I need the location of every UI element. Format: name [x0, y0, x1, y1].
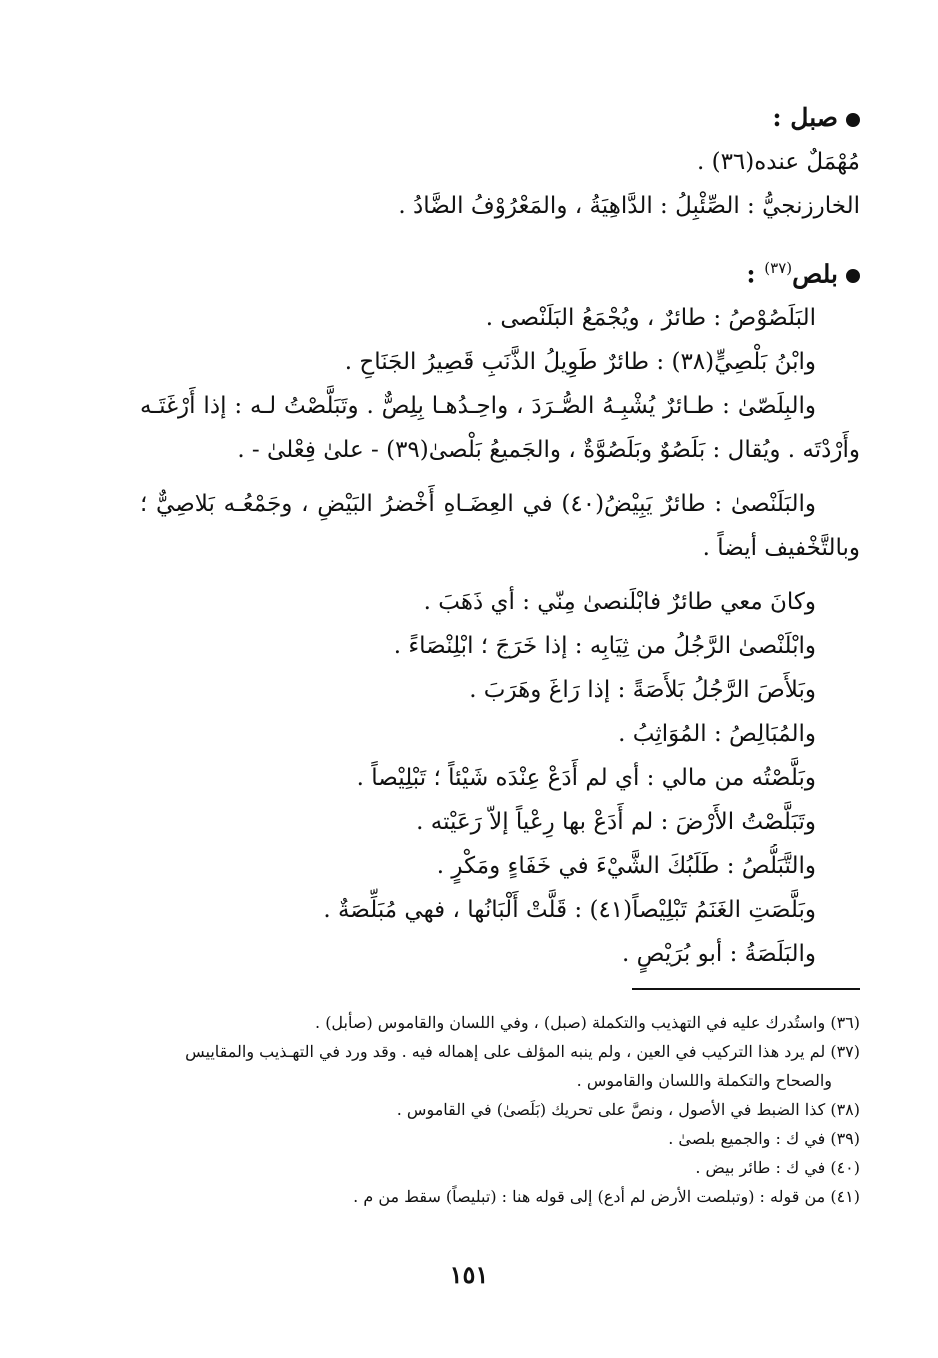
text-line: وابْلَنْصىٰ الرَّجُلُ من ثِيَابِه : إذا خَرَجَ ؛ ابْلِنْصَاءً . — [393, 633, 816, 660]
footnote: (٣٨) كذا الضبط في الأصول ، ونصَّ على تحريك (بَلَصىٰ) في القاموس . — [396, 1100, 860, 1119]
text-line: وبَلأَصَ الرَّجُلُ بَلأَصَةً : إذا رَاغَ وهَرَبَ . — [469, 677, 816, 704]
footnote-continuation: والصحاح والتكملة واللسان والقاموس . — [576, 1071, 832, 1090]
text-line: الخارزنجيُّ : الصِّئْبِلُ : الدَّاهِيَةُ ، والمَعْرُوْفُ الضَّادُ . — [398, 193, 860, 219]
footnote: (٣٦) واستُدرك عليه في التهذيب والتكملة (صبل) ، وفي اللسان والقاموس (صأبل) . — [315, 1013, 860, 1032]
text-line: والبَلَصَةُ : أبو بُرَيْصٍ . — [622, 941, 816, 968]
text-line: وبَلَّصَتِ الغَنَمُ تَبْلِيْصاً(٤١) : قَلَّتْ أَلْبَانُها ، فهي مُبَلِّصَةٌ . — [323, 897, 816, 924]
text-line: وتَبَلَّصْتُ الأَرْضَ : لم أَدَعْ بها رِعْياً إلاّ رَعَيْته . — [416, 809, 816, 836]
entry-bls — [140, 246, 860, 976]
main-text — [140, 96, 860, 976]
footnote: (٤١) من قوله : (وتبلصت الأرض لم أدع) إلى قوله هنا : (تبليصاً) سقط من م . — [353, 1187, 860, 1206]
footnote: (٣٧) لم يرد هذا التركيب في العين ، ولم ينبه المؤلف على إهماله فيه . وقد ورد في التهـذيب والمقاييس — [185, 1042, 860, 1061]
text-line: والبِلَصّىٰ : طـائرٌ يُشْبِـهُ الصُّـرَدَ ، واحِـدُهـا بِلِصٌّ . وتَبَلَّصْتُ لـه : إذا أَرْغَتَـه — [140, 393, 816, 420]
entry-heading — [140, 96, 860, 140]
text-line: وبَلَّصْتُه من مالي : أي لم أَدَعْ عِنْدَه شَيْئاً ؛ تَبْلِيْصاً . — [356, 765, 816, 792]
entry-heading-colon: : — [746, 259, 765, 289]
entry-sbl — [140, 96, 860, 228]
text-line: والبَلَنْصىٰ : طائرٌ يَبِيْضُ(٤٠) في العِضَـاهِ أَخْضرُ البَيْضِ ، وجَمْعُـه بَلاصِيٌّ ؛ — [140, 491, 816, 518]
text-line: والمُبَالِصُ : المُوَاثِبُ . — [618, 721, 816, 748]
text-line: البَلَصُوْصُ : طائرٌ ، ويُجْمَعُ البَلَنْصى . — [485, 305, 816, 332]
text-line: وبالتَّخْفيف أيضاً . — [702, 535, 860, 562]
footnote-divider — [632, 988, 860, 990]
entry-heading-text: صبل : — [772, 103, 838, 132]
entry-heading-text: بلص — [792, 259, 838, 289]
text-line: والتَّبَلُّصُ : طَلَبُكَ الشَّيْءَ في خَفَاءٍ ومَكْرٍ . — [436, 853, 816, 880]
bullet-icon — [846, 269, 860, 283]
text-line: مُهْمَلٌ عنده(٣٦) . — [696, 149, 860, 175]
footnote: (٣٩) في ك : والجميع بلصىٰ . — [668, 1129, 860, 1148]
text-line: وكانَ معي طائرٌ فابْلَنصىٰ مِنّي : أي ذَهَبَ . — [423, 589, 816, 616]
text-line: وابْنُ بَلْصِيٍّ(٣٨) : طائرٌ طَوِيلُ الذَّنَبِ قَصِيرُ الجَنَاحِ . — [344, 349, 816, 376]
footnotes — [140, 1008, 860, 1211]
entry-heading — [140, 246, 860, 296]
text-line: وأَرْدْتَه . ويُقال : بَلَصُوٌ وبَلَصُوَّةٌ ، والجَميعُ بَلْصىٰ(٣٩) - علىٰ فِعْلىٰ - . — [237, 437, 860, 464]
footnote: (٤٠) في ك : طائر بيض . — [695, 1158, 860, 1177]
bullet-icon — [846, 113, 860, 127]
footnote-ref: (٣٧) — [764, 259, 793, 277]
page-number: ١٥١ — [449, 1260, 489, 1289]
